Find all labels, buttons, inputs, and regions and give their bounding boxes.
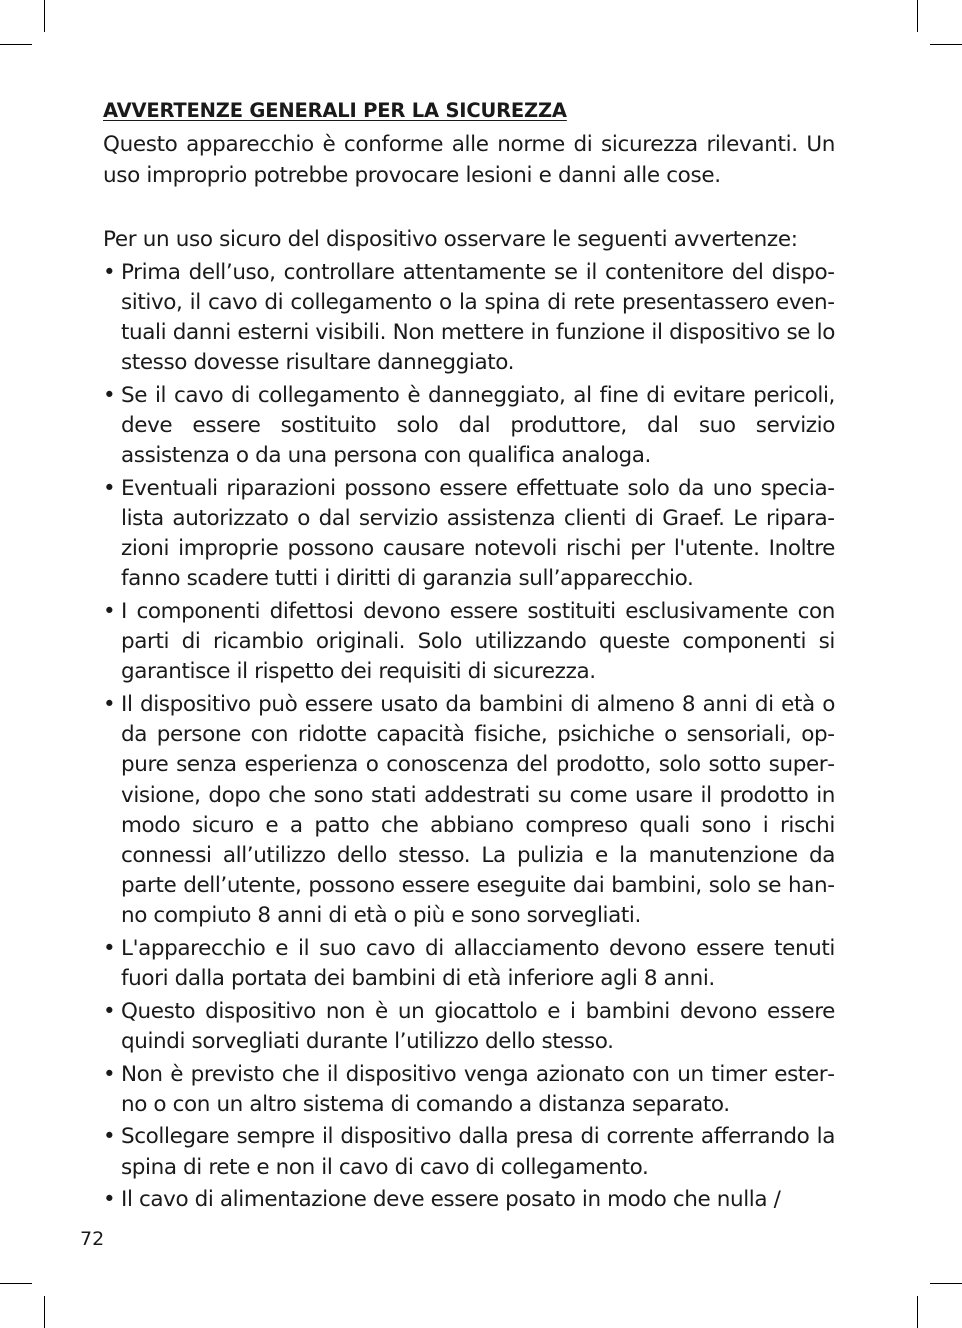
list-item-text: Il cavo di alimentazione deve essere posato in modo che nulla /: [121, 1187, 781, 1213]
list-item-text: Prima dell’uso, controllare attentamente se il contenitore del dispositivo, il cavo di collegamento o la spina di rete presentassero eventuali danni esterni visibili. Non mettere in funzione il dispositivo se lo stesso dovesse risultare danneggiato.: [121, 259, 835, 376]
list-item: [103, 258, 835, 379]
bullet-icon: •: [103, 1187, 116, 1213]
crop-mark-top-right-vertical: [917, 0, 918, 32]
list-item-text: Non è previsto che il dispositivo venga azionato con un timer esterno o con un altro sistema di comando a distanza separato.: [121, 1061, 835, 1117]
safety-warnings-list: [103, 258, 835, 1216]
bullet-icon: •: [103, 935, 116, 961]
list-item-text: Il dispositivo può essere usato da bambini di almeno 8 anni di età o da persone con ridotte capacità fisiche, psichiche o sensoriali, oppure senza esperienza o conoscenza del prodotto, solo sotto supervisione, dopo che sono stati addestrati su come usare il prodotto in modo sicuro e a patto che abbiano compreso quali sono i rischi connessi all’utilizzo dello stesso. La pulizia e la manutenzione da parte dell’utente, possono essere eseguite dai bambini, solo se hanno compiuto 8 anni di età o più e sono sorvegliati.: [121, 691, 835, 929]
page-number: 72: [80, 1228, 105, 1250]
list-item: [103, 934, 835, 994]
list-item-text: L'apparecchio e il suo cavo di allacciamento devono essere tenuti fuori dalla portata dei bambini di età inferiore agli 8 anni.: [121, 935, 835, 992]
crop-mark-bottom-right-vertical: [917, 1296, 918, 1328]
bullet-icon: •: [103, 998, 116, 1024]
crop-mark-top-right-horizontal: [930, 44, 962, 45]
list-item: [103, 474, 835, 595]
crop-mark-bottom-left-vertical: [44, 1296, 45, 1328]
bullet-icon: •: [103, 1061, 116, 1087]
list-item-text: Questo dispositivo non è un giocattolo e i bambini devono essere quindi sorvegliati durante l’utilizzo dello stesso.: [121, 998, 835, 1054]
section-heading: AVVERTENZE GENERALI PER LA SICUREZZA: [103, 99, 567, 122]
bullet-icon: •: [103, 598, 116, 624]
list-item: [103, 381, 835, 472]
list-item: [103, 597, 835, 688]
crop-mark-bottom-left-horizontal: [0, 1283, 32, 1284]
paragraph-spacer: [103, 191, 835, 225]
list-item-text: Scollegare sempre il dispositivo dalla presa di corrente afferrando la spina di rete e non il cavo di cavo di collegamento.: [121, 1124, 835, 1180]
list-item: [103, 1185, 835, 1215]
bullet-icon: •: [103, 475, 116, 501]
list-item: [103, 1060, 835, 1120]
list-item: [103, 690, 835, 932]
bullet-icon: •: [103, 382, 116, 408]
lead-paragraph: Per un uso sicuro del dispositivo osservare le seguenti avvertenze:: [103, 227, 798, 252]
list-item-text: Se il cavo di collegamento è danneggiato, al fine di evitare pericoli, deve essere sostituito solo dal produttore, dal suo servizio assistenza o da una persona con qualifica analoga.: [121, 382, 835, 469]
crop-mark-top-left-horizontal: [0, 44, 32, 45]
list-item-text: I componenti difettosi devono essere sostituiti esclusivamente con parti di ricambio originali. Solo utilizzando queste componenti si garantisce il rispetto dei requisiti di sicurezza.: [121, 598, 835, 685]
list-item: [103, 1122, 835, 1182]
list-item-text: Eventuali riparazioni possono essere effettuate solo da uno specialista autorizzato o dal servizio assistenza clienti di Graef. Le riparazioni improprie possono causare notevoli rischi per l'utente. Inoltre fanno scadere tutti i diritti di garanzia sull’apparecchio.: [121, 475, 835, 592]
bullet-icon: •: [103, 691, 116, 717]
crop-mark-bottom-right-horizontal: [930, 1283, 962, 1284]
bullet-icon: •: [103, 1124, 116, 1150]
page-content: [103, 98, 835, 1218]
crop-mark-top-left-vertical: [44, 0, 45, 32]
list-item: [103, 997, 835, 1057]
intro-paragraph: Questo apparecchio è conforme alle norme di sicurezza rilevanti. Un uso improprio potrebbe provocare lesioni e danni alle cose.: [103, 132, 835, 188]
bullet-icon: •: [103, 259, 116, 285]
